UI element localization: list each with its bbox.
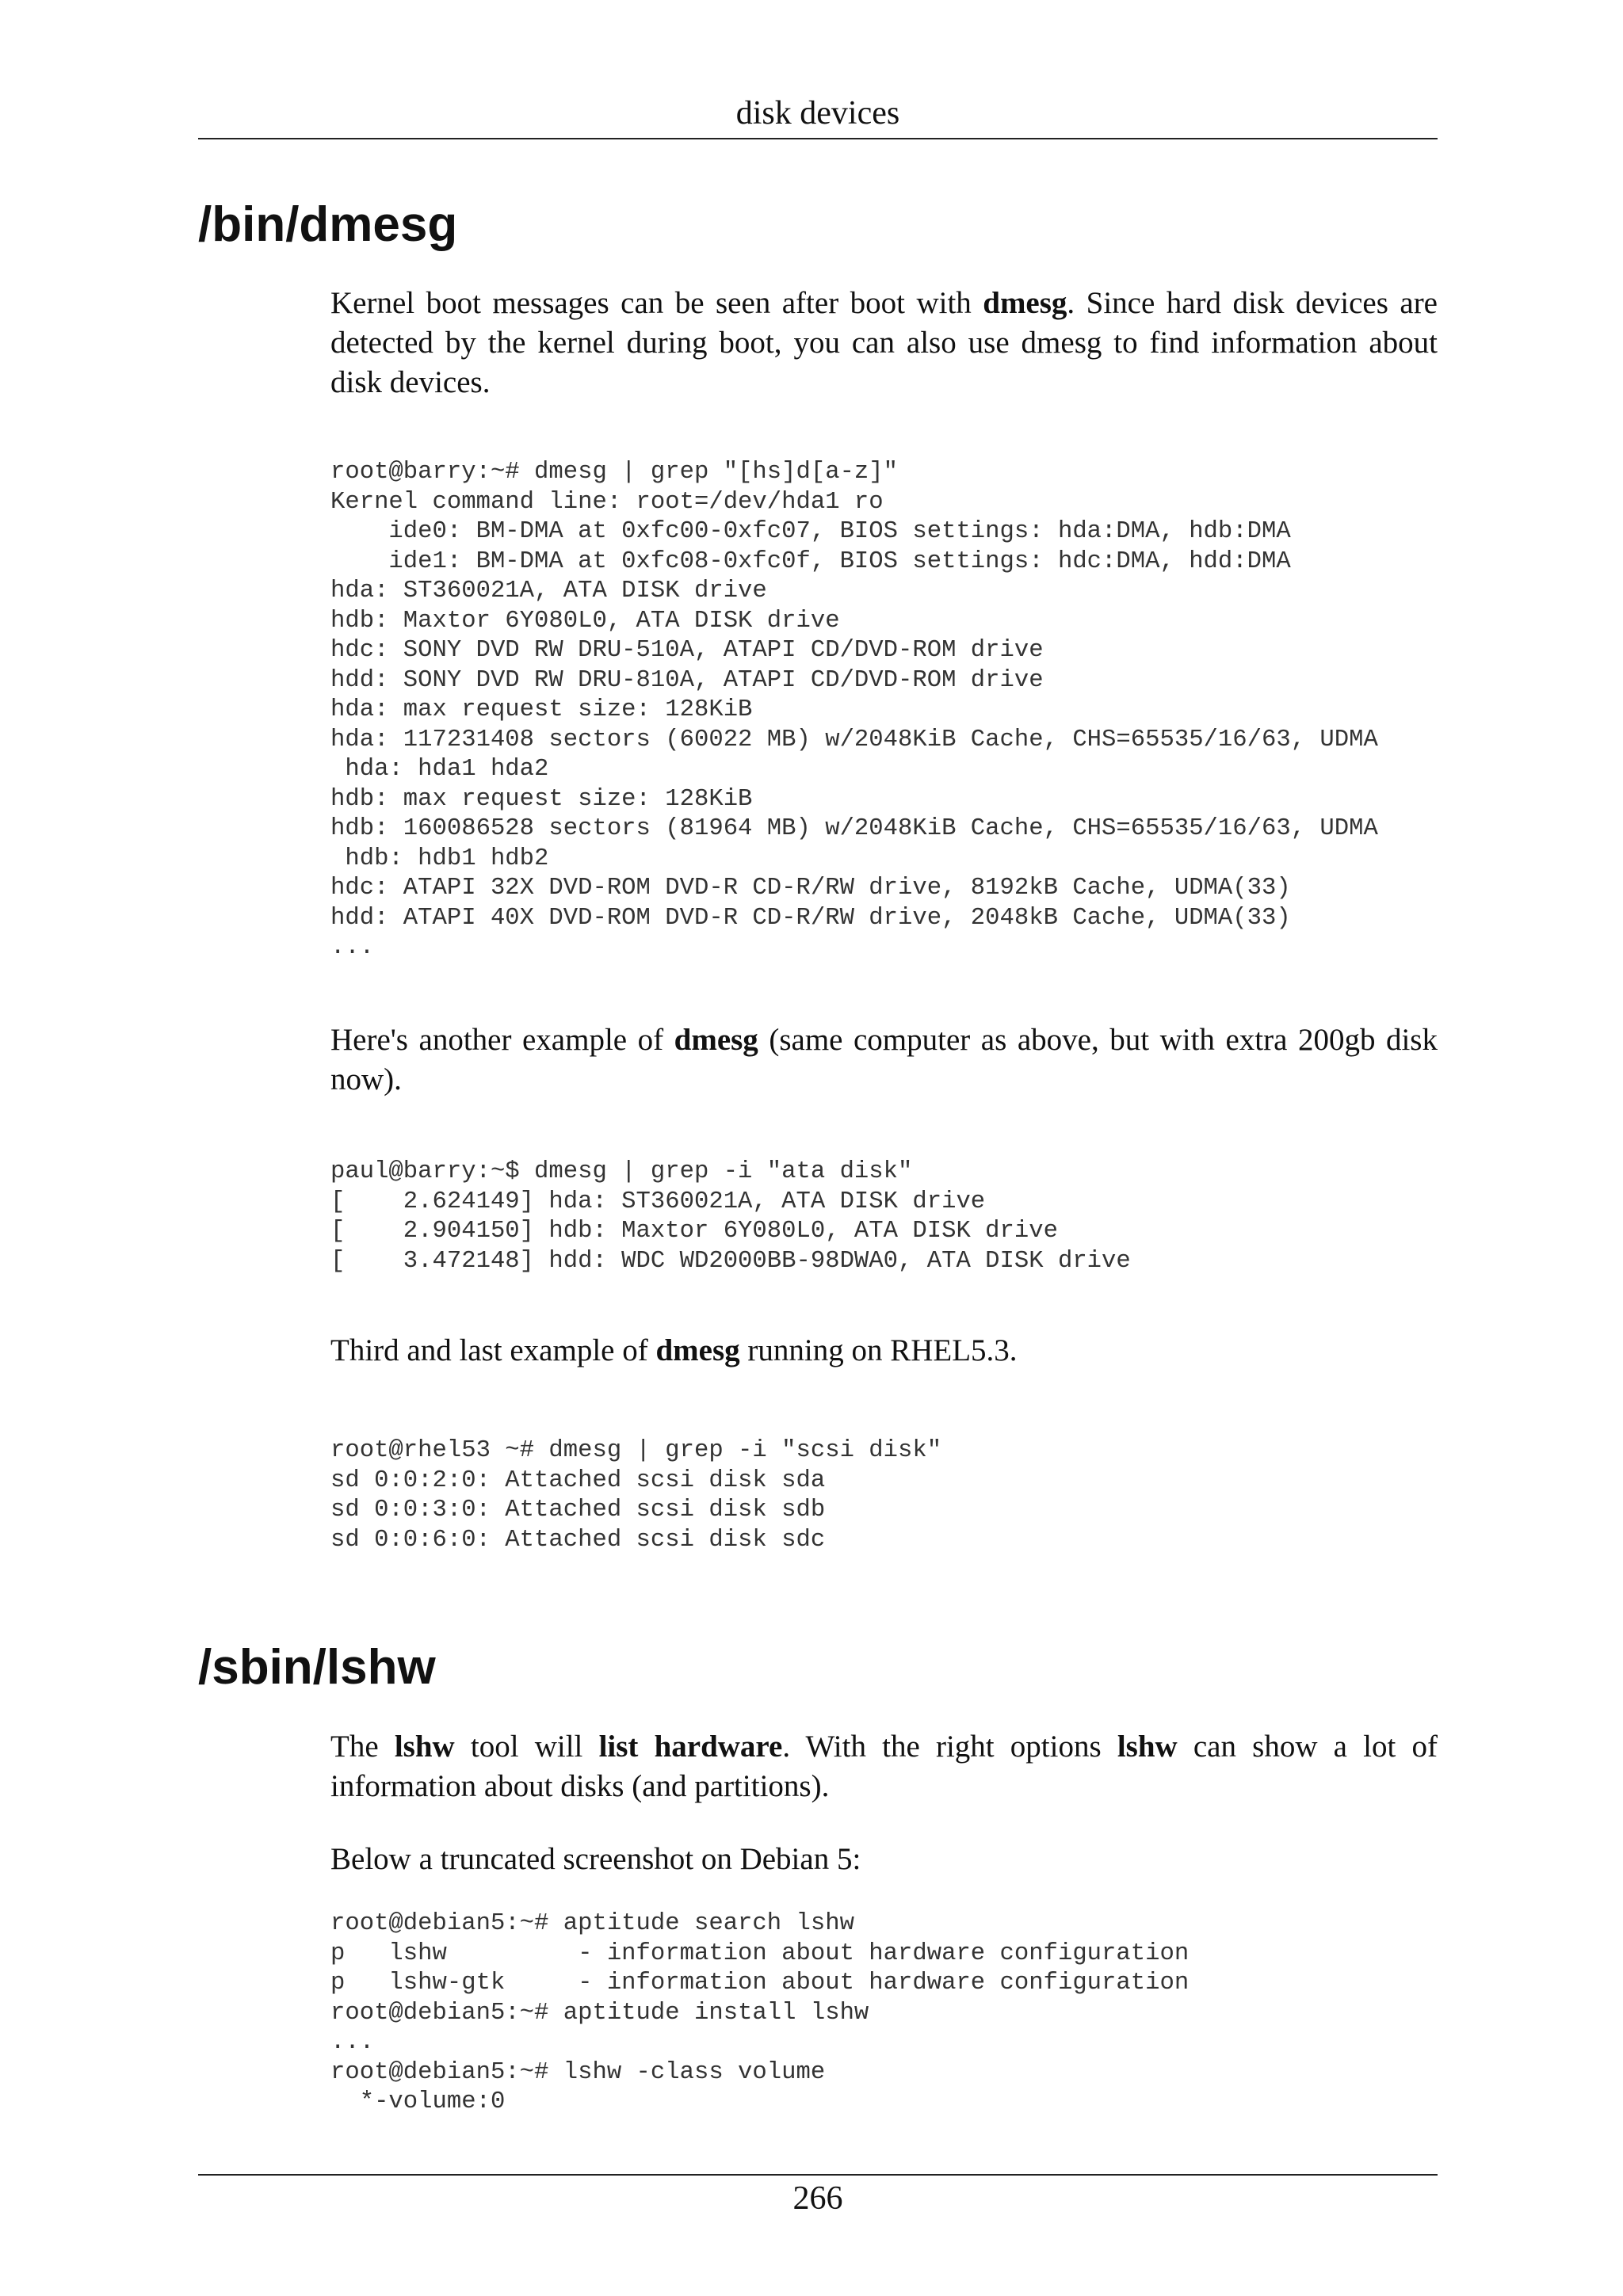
header-rule [198, 138, 1438, 139]
lshw-screenshot-caption: Below a truncated screenshot on Debian 5: [330, 1842, 861, 1876]
text-run: . With the right options [782, 1730, 1117, 1764]
section-heading-lshw: /sbin/lshw [198, 1640, 436, 1695]
text-run: The [330, 1730, 395, 1764]
code-block-dmesg-ata: paul@barry:~$ dmesg | grep -i "ata disk" [ 2.624149] hda: ST360021A, ATA DISK drive [ 2.904150] hdb: Maxtor 6Y080L0, ATA DISK drive [ 3.472148] hdd: WDC WD2000BB-98DWA0, ATA DISK drive [330, 1158, 1131, 1275]
text-run: tool will [454, 1730, 599, 1764]
running-header: disk devices [735, 95, 900, 132]
text-run: can show a lot of information about disks (and partitions). [330, 1730, 1438, 1803]
text-run: . Since hard disk devices are detected by the kernel during boot, you can also use dmesg to find information about disk devices. [330, 286, 1438, 399]
command-name: dmesg [655, 1333, 740, 1367]
code-block-lshw: root@debian5:~# aptitude search lshw p lshw - information about hardware configuration p lshw-gtk - information about hardware configuration root@debian5:~# aptitude install lshw ... root@debian5:~# lshw -class volume *-volume:0 [330, 1910, 1190, 2115]
text-run: (same computer as above, but with extra 200gb disk now). [330, 1023, 1438, 1097]
text-run: Here's another example of [330, 1023, 674, 1057]
page-number: 266 [792, 2180, 843, 2217]
dmesg-second-example-paragraph [330, 1020, 1438, 1100]
command-name: dmesg [983, 286, 1067, 320]
dmesg-intro-paragraph [330, 284, 1438, 402]
text-run: Kernel boot messages can be seen after boot with [330, 286, 983, 320]
lshw-intro-paragraph [330, 1727, 1438, 1806]
section-heading-dmesg: /bin/dmesg [198, 197, 458, 252]
dmesg-third-example-paragraph [330, 1331, 1438, 1371]
command-name: lshw [1117, 1730, 1178, 1764]
code-block-dmesg-hsd: root@barry:~# dmesg | grep "[hs]d[a-z]" Kernel command line: root=/dev/hda1 ro ide0: BM-DMA at 0xfc00-0xfc07, BIOS settings: hda:DMA, hdb:DMA ide1: BM-DMA at 0xfc08-0xfc0f, BIOS settings: hdc:DMA, hdd:DMA hda: ST360021A, ATA DISK drive hdb: Maxtor 6Y080L0, ATA DISK drive hdc: SONY DVD RW DRU-510A, ATAPI CD/DVD-ROM drive hdd: SONY DVD RW DRU-810A, ATAPI CD/DVD-ROM drive hda: max request size: 128KiB hda: 117231408 sectors (60022 MB) w/2048KiB Cache, CHS=65535/16/63, UDMA hda: hda1 hda2 hdb: max request size: 128KiB hdb: 160086528 sectors (81964 MB) w/2048KiB Cache, CHS=65535/16/63, UDMA hdb: hdb1 hdb2 hdc: ATAPI 32X DVD-ROM DVD-R CD-R/RW drive, 8192kB Cache, UDMA(33) hdd: ATAPI 40X DVD-ROM DVD-R CD-R/RW drive, 2048kB Cache, UDMA(33) ... [330, 459, 1378, 961]
emphasis-term: list hardware [598, 1730, 783, 1764]
text-run: running on RHEL5.3. [739, 1333, 1018, 1367]
command-name: lshw [394, 1730, 455, 1764]
command-name: dmesg [674, 1023, 758, 1057]
code-block-dmesg-scsi: root@rhel53 ~# dmesg | grep -i "scsi disk" sd 0:0:2:0: Attached scsi disk sda sd 0:0:3:0: Attached scsi disk sdb sd 0:0:6:0: Attached scsi disk sdc [330, 1437, 942, 1554]
text-run: Third and last example of [330, 1333, 656, 1367]
